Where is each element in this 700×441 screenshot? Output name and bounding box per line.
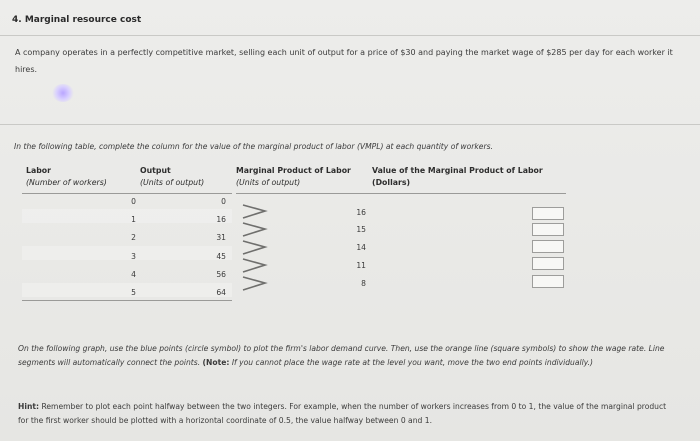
header-output-title: Output — [140, 166, 171, 175]
output-cell: 0 — [221, 197, 226, 206]
header-output-unit: (Units of output) — [140, 178, 205, 187]
mpl-cell: 15 — [356, 225, 366, 234]
problem-intro: A company operates in a perfectly competitive market, selling each unit of output for a price of $30 and paying the market wage of $285 per day for each worker it hires. — [15, 48, 673, 74]
hint-label: Hint: — [18, 402, 40, 411]
header-vmpl-title: Value of the Marginal Product of Labor — [372, 166, 543, 175]
labor-cell: 3 — [131, 252, 136, 261]
header-rule-left — [22, 193, 232, 194]
chevron-icon — [243, 259, 265, 272]
labor-cell: 5 — [131, 288, 136, 297]
mpl-cell: 8 — [361, 279, 366, 288]
problem-title: 4. Marginal resource cost — [12, 15, 142, 25]
vmpl-input[interactable] — [532, 275, 564, 288]
highlight-mark — [52, 84, 74, 102]
note-label: (Note: — [202, 358, 230, 367]
chevron-icon — [243, 277, 265, 290]
header-mpl — [236, 165, 351, 189]
graph-instruction — [18, 342, 668, 370]
header-vmpl-unit: (Dollars) — [372, 178, 411, 187]
output-cell: 56 — [216, 270, 226, 279]
header-mpl-title: Marginal Product of Labor — [236, 166, 351, 175]
vmpl-input[interactable] — [532, 223, 564, 236]
table-bottom-rule — [22, 300, 232, 301]
labor-cell: 1 — [131, 215, 136, 224]
graph-instruction-text: On the following graph, use the blue points (circle symbol) to plot the firm's labor demand curve. Then, use the orange line (square symbols) to show the wage rate. Line segments will automatically connect the points. — [18, 344, 665, 367]
vmpl-input[interactable] — [532, 257, 564, 270]
output-cell: 64 — [216, 288, 226, 297]
title-divider — [0, 35, 700, 36]
vmpl-input[interactable] — [532, 207, 564, 220]
hint-paragraph — [18, 400, 678, 428]
mpl-cell: 14 — [356, 243, 366, 252]
header-labor-unit: (Number of workers) — [26, 178, 107, 187]
mpl-cell: 11 — [356, 261, 366, 270]
labor-cell: 2 — [131, 233, 136, 242]
section-divider — [0, 124, 700, 125]
output-cell: 31 — [216, 233, 226, 242]
hint-text: Remember to plot each point halfway between the two integers. For example, when the number of workers increases from 0 to 1, the value of the marginal product for the first worker should be plotted with a horizontal coordinate of 0.5, the value halfway between 0 and 1. — [18, 402, 667, 425]
header-rule-right — [236, 193, 566, 194]
header-mpl-unit: (Units of output) — [236, 178, 301, 187]
output-cell: 16 — [216, 215, 226, 224]
header-labor-title: Labor — [26, 166, 52, 175]
chevron-icon — [243, 205, 265, 218]
table-instruction: In the following table, complete the column for the value of the marginal product of labor (VMPL) at each quantity of workers. — [14, 142, 493, 151]
labor-cell: 4 — [131, 270, 136, 279]
chevron-connectors — [240, 203, 270, 298]
chevron-icon — [243, 223, 265, 236]
labor-cell: 0 — [131, 197, 136, 206]
output-cell: 45 — [216, 252, 226, 261]
note-text: If you cannot place the wage rate at the level you want, move the two end points individually.) — [229, 358, 594, 367]
vmpl-input[interactable] — [532, 240, 564, 253]
chevron-icon — [243, 241, 265, 254]
header-vmpl — [372, 165, 543, 189]
mpl-cell: 16 — [356, 208, 366, 217]
header-output — [140, 165, 204, 189]
header-labor — [26, 165, 107, 189]
